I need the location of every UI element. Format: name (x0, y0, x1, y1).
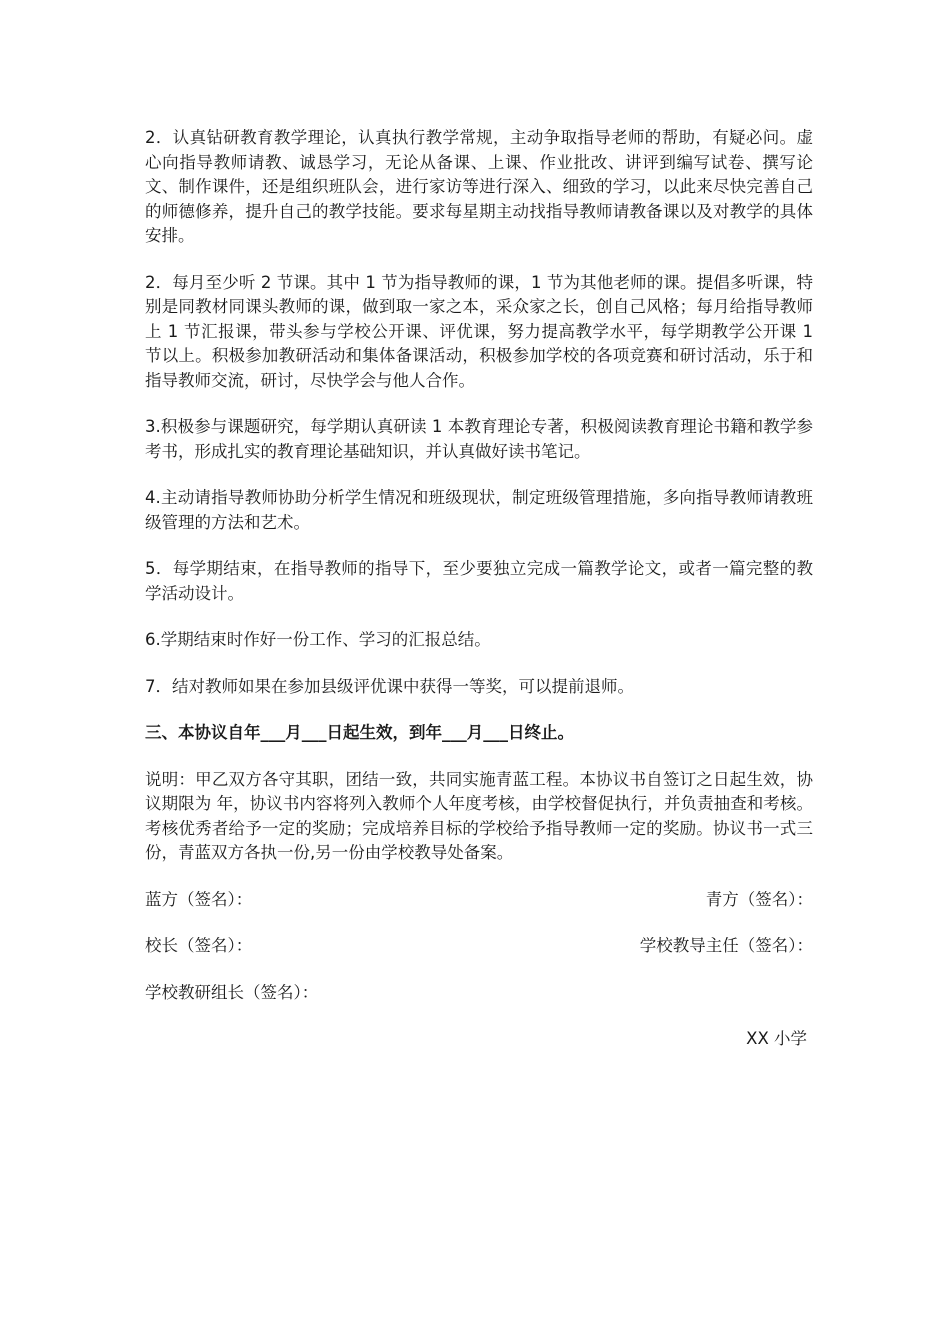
signature-principal: 校长（签名）： (145, 936, 253, 955)
paragraph-item-5: 5．每学期结束，在指导教师的指导下，至少要独立完成一篇教学论文，或者一篇完整的教学活动设计。 (145, 559, 813, 603)
paragraph-item-3: 3.积极参与课题研究，每学期认真研读 1 本教育理论专著，积极阅读教育理论书籍和教学参考书，形成扎实的教育理论基础知识，并认真做好读书笔记。 (145, 417, 813, 461)
signature-qing: 青方（签名）： (705, 889, 813, 909)
school-name: XX 小学 (746, 1029, 807, 1048)
paragraph-item-6: 6.学期结束时作好一份工作、学习的汇报总结。 (145, 630, 491, 649)
signature-row-1 (145, 888, 813, 913)
paragraph-item-2b: 2．每月至少听 2 节课。其中 1 节为指导教师的课，1 节为其他老师的课。提倡多听课，特别是同教材同课头教师的课，做到取一家之本，采众家之长，创自己风格；每月给指导教师上 1 节汇报课，带头参与学校公开课、评优课，努力提高教学水平，每学期教学公开课 1 节以上。积极参加教研活动和集体备课活动，积极参加学校的各项竞赛和研讨活动，乐于和指导教师交流，研讨，尽快学会与他人合作。 (145, 272, 813, 390)
signature-row-2 (145, 934, 813, 959)
paragraph-item-7: 7．结对教师如果在参加县级评优课中获得一等奖，可以提前退师。 (145, 676, 634, 696)
signature-dean: 学校教导主任（签名）： (639, 936, 813, 955)
document-body (145, 126, 813, 1052)
agreement-note: 说明：甲乙双方各守其职，团结一致，共同实施青蓝工程。本协议书自签订之日起生效，协议期限为 年，协议书内容将列入教师个人年度考核，由学校督促执行，并负责抽查和考核。考核优秀者给予一定的奖励；完成培养目标的学校给予指导教师一定的奖励。协议书一式三份，青蓝双方各执一份,另一份由学校教导处备案。 (145, 769, 813, 862)
paragraph-item-4: 4.主动请指导教师协助分析学生情况和班级现状，制定班级管理措施，多向指导教师请教班级管理的方法和艺术。 (145, 488, 813, 532)
signature-research-head: 学校教研组长（签名）： (145, 982, 319, 1002)
signature-lan: 蓝方（签名）： (145, 889, 253, 909)
section-heading-term: 三、本协议自年___月___日起生效，到年___月___日终止。 (145, 723, 574, 742)
paragraph-item-2a: 2．认真钻研教育教学理论，认真执行教学常规，主动争取指导老师的帮助，有疑必问。虚心向指导教师请教、诚恳学习，无论从备课、上课、作业批改、讲评到编写试卷、撰写论文、制作课件，还是组织班队会，进行家访等进行深入、细致的学习，以此来尽快完善自己的师德修养，提升自己的教学技能。要求每星期主动找指导教师请教备课以及对教学的具体安排。 (145, 128, 813, 245)
